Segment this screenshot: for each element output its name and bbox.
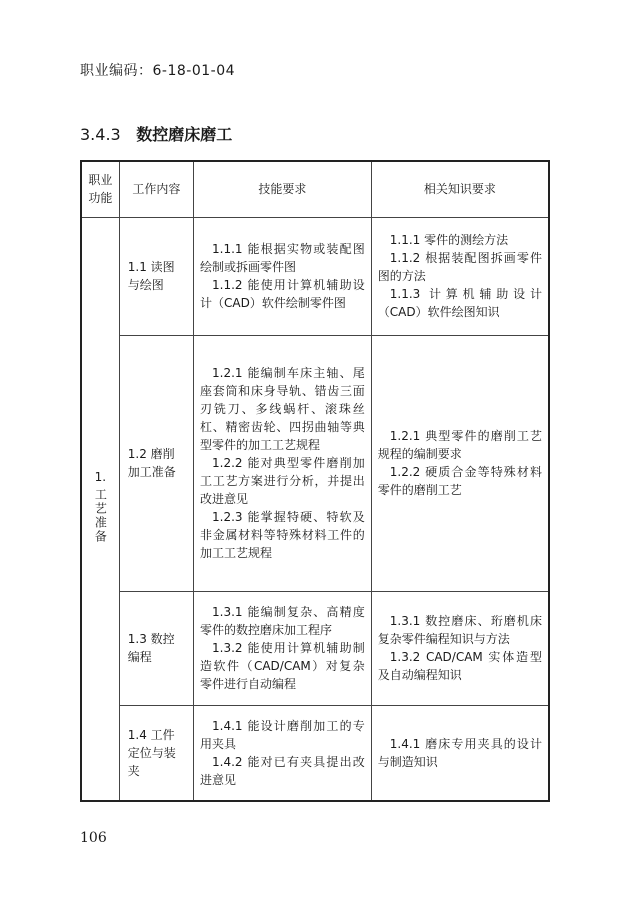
requirements-table xyxy=(80,160,550,802)
skill-item: 1.1.1 能根据实物或装配图绘制或拆画零件图 xyxy=(200,242,365,274)
skill-item: 1.3.2 能使用计算机辅助制造软件（CAD/CAM）对复杂零件进行自动编程 xyxy=(200,641,365,691)
skill-item: 1.2.1 能编制车床主轴、尾座套筒和床身导轨、错齿三面刃铣刀、多线蜗杆、滚珠丝杠、精密齿轮、四拐曲轴等典型零件的加工工艺规程 xyxy=(200,366,365,452)
skill-cell xyxy=(194,591,372,705)
section-number: 3.4.3 xyxy=(80,125,121,144)
skill-item: 1.4.1 能设计磨削加工的专用夹具 xyxy=(200,718,365,751)
skill-item: 1.3.1 能编制复杂、高精度零件的数控磨床加工程序 xyxy=(200,605,365,637)
work-content: 1.1 读图与绘图 xyxy=(119,217,193,335)
skill-cell xyxy=(194,217,372,335)
section-heading xyxy=(80,122,232,145)
skill-item: 1.4.2 能对已有夹具提出改进意见 xyxy=(200,754,365,787)
knowledge-cell xyxy=(371,217,549,335)
work-content: 1.2 磨削加工准备 xyxy=(119,335,193,591)
header-work: 工作内容 xyxy=(119,161,193,217)
work-content: 1.3 数控编程 xyxy=(119,591,193,705)
skill-item: 1.1.2 能使用计算机辅助设计（CAD）软件绘制零件图 xyxy=(200,278,365,310)
skill-item: 1.2.2 能对典型零件磨削加工工艺方案进行分析，并提出改进意见 xyxy=(200,456,365,506)
work-content: 1.4 工件定位与装夹 xyxy=(119,705,193,801)
knowledge-item: 1.2.2 硬质合金等特殊材料零件的磨削工艺 xyxy=(377,465,542,497)
table-row xyxy=(81,335,549,591)
knowledge-item: 1.1.1 零件的测绘方法 xyxy=(389,233,509,247)
table-row xyxy=(81,591,549,705)
table-header-row xyxy=(81,161,549,217)
header-skill: 技能要求 xyxy=(194,161,372,217)
knowledge-item: 1.1.2 根据装配图拆画零件图的方法 xyxy=(377,251,542,283)
function-number: 1. xyxy=(94,470,107,485)
knowledge-item: 1.2.1 典型零件的磨削工艺规程的编制要求 xyxy=(377,429,542,461)
header-function: 职业功能 xyxy=(81,161,119,217)
section-title: 数控磨床磨工 xyxy=(136,125,233,144)
knowledge-item: 1.4.1 磨床专用夹具的设计与制造知识 xyxy=(377,736,542,769)
function-cell xyxy=(81,217,119,801)
header-knowledge: 相关知识要求 xyxy=(371,161,549,217)
skill-item: 1.2.3 能掌握特硬、特软及非金属材料等特殊材料工件的加工工艺规程 xyxy=(200,510,365,560)
skill-cell xyxy=(194,335,372,591)
skill-cell xyxy=(194,705,372,801)
knowledge-cell xyxy=(371,335,549,591)
knowledge-item: 1.1.3 计算机辅助设计（CAD）软件绘图知识 xyxy=(377,287,542,319)
table-row xyxy=(81,217,549,335)
knowledge-cell xyxy=(371,591,549,705)
table-row xyxy=(81,705,549,801)
function-name: 工艺准备 xyxy=(93,488,108,545)
page-number: 106 xyxy=(80,830,107,846)
knowledge-item: 1.3.1 数控磨床、珩磨机床复杂零件编程知识与方法 xyxy=(377,614,542,646)
occupation-code: 职业编码：6-18-01-04 xyxy=(80,63,236,79)
knowledge-item: 1.3.2 CAD/CAM 实体造型及自动编程知识 xyxy=(377,650,542,682)
knowledge-cell xyxy=(371,705,549,801)
